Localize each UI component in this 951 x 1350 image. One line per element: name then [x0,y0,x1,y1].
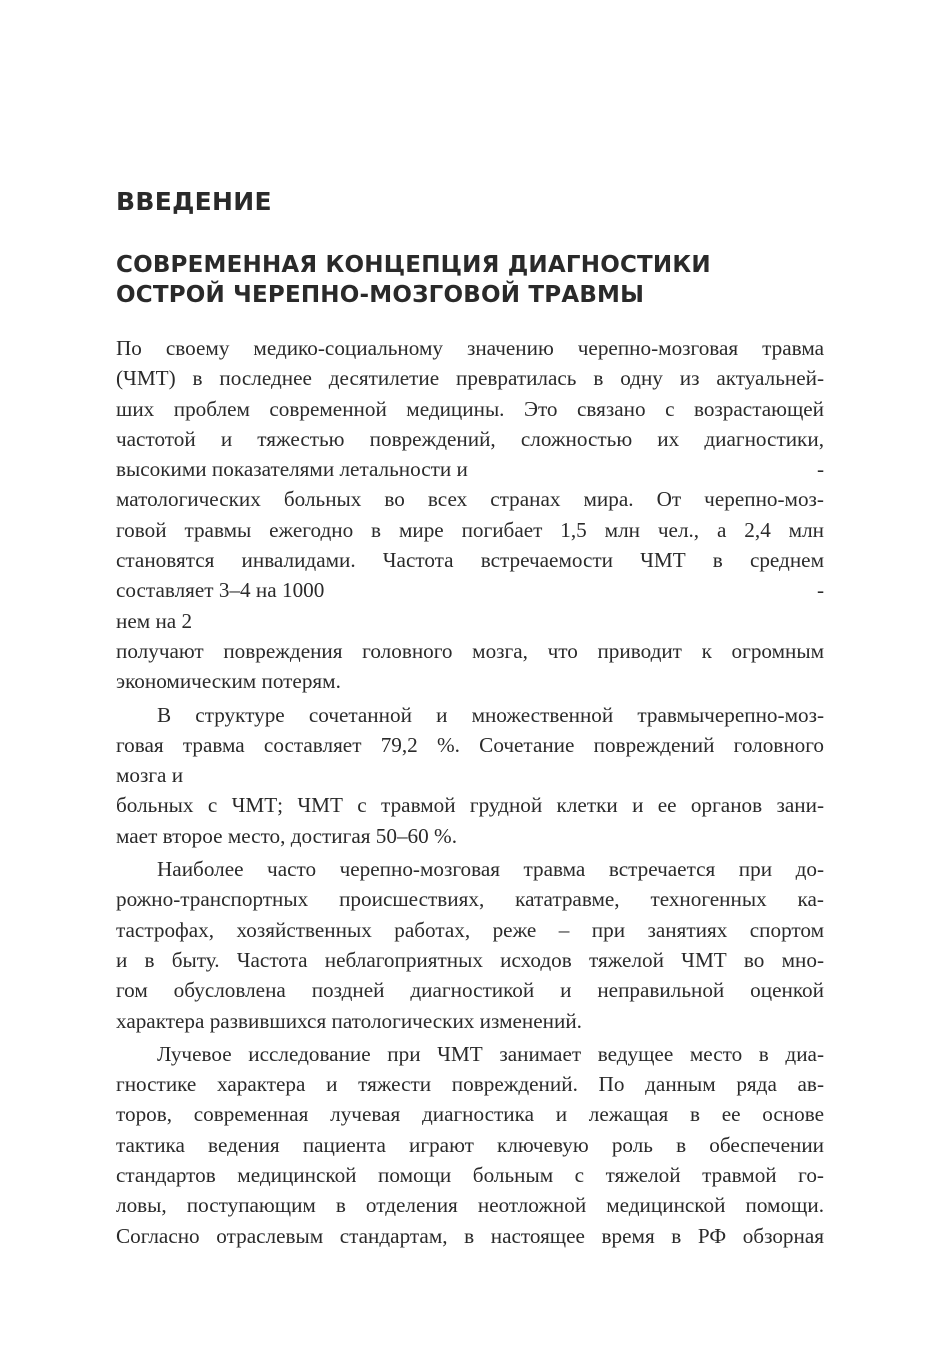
text-line: Лучевое исследование при ЧМТ занимает ведущее место в диа- [157,1041,824,1066]
chapter-heading [116,250,824,310]
text-line [116,454,824,484]
text-line: (ЧМТ) в последнее десятилетие превратилась в одну из актуальней- [116,366,824,391]
chapter-heading-line: ОСТРОЙ ЧЕРЕПНО-МОЗГОВОЙ ТРАВМЫ [116,282,645,308]
text-line: говой травмы ежегодно в мире погибает 1,5 млн чел., а 2,4 млн [116,517,824,542]
text-line: торов, современная лучевая диагностика и лежащая в ее основе [116,1102,824,1127]
text-line: получают повреждения головного мозга, что приводит к огромным [116,638,824,663]
text-line: гом обусловлена поздней диагностикой и неправильной оценкой [116,978,824,1003]
text-line: мозга и [116,763,184,788]
hyphen-fragment: - [816,457,824,482]
text-fragment: высокими показателями летальности и [116,457,468,482]
text-line: стандартов медицинской помощи больным с тяжелой травмой го- [116,1163,824,1188]
text-line: частотой и тяжестью повреждений, сложностью их диагностики, [116,426,824,451]
text-line: ловы, поступающим в отделения неотложной медицинской помощи. [116,1193,824,1218]
text-line: и в быту. Частота неблагоприятных исходов тяжелой ЧМТ во мно- [116,947,824,972]
text-line: Согласно отраслевым стандартам, в настоящее время в РФ обзорная [116,1223,824,1248]
text-line: говая травма составляет 79,2 %. Сочетание повреждений головного [116,732,824,757]
body-text [116,333,824,1251]
text-line [116,575,824,605]
document-page [116,186,824,1251]
text-line: ших проблем современной медицины. Это связано с возрастающей [116,396,824,421]
text-line: экономическим потерям. [116,669,341,694]
text-line: гностике характера и тяжести повреждений. По данным ряда ав- [116,1072,824,1097]
hyphen-fragment: - [816,578,824,603]
paragraph [116,854,824,1036]
text-line: становятся инвалидами. Частота встречаемости ЧМТ в среднем [116,548,824,573]
text-line: тактика ведения пациента играют ключевую роль в обеспечении [116,1132,824,1157]
text-line: нем на 2 [116,608,193,633]
paragraph [116,1039,824,1251]
text-fragment: составляет 3–4 на 1000 [116,578,325,603]
text-line: рожно-транспортных происшествиях, кататравме, техногенных ка- [116,887,824,912]
paragraph [116,333,824,697]
text-line: больных с ЧМТ; ЧМТ с травмой грудной клетки и ее органов зани- [116,793,824,818]
text-line: мает второе место, достигая 50–60 %. [116,823,457,848]
text-line: матологических больных во всех странах мира. От черепно-моз- [116,487,824,512]
text-line: характера развившихся патологических изменений. [116,1008,582,1033]
text-line: Наиболее часто черепно-мозговая травма встречается при до- [157,857,824,882]
intro-heading: ВВЕДЕНИЕ [116,187,272,216]
text-line: В структуре сочетанной и множественной травмычерепно-моз- [157,702,824,727]
chapter-heading-line: СОВРЕМЕННАЯ КОНЦЕПЦИЯ ДИАГНОСТИКИ [116,252,711,278]
paragraph [116,700,824,851]
text-line: По своему медико-социальному значению черепно-мозговая травма [116,336,824,360]
text-line: тастрофах, хозяйственных работах, реже – при занятиях спортом [116,917,824,942]
